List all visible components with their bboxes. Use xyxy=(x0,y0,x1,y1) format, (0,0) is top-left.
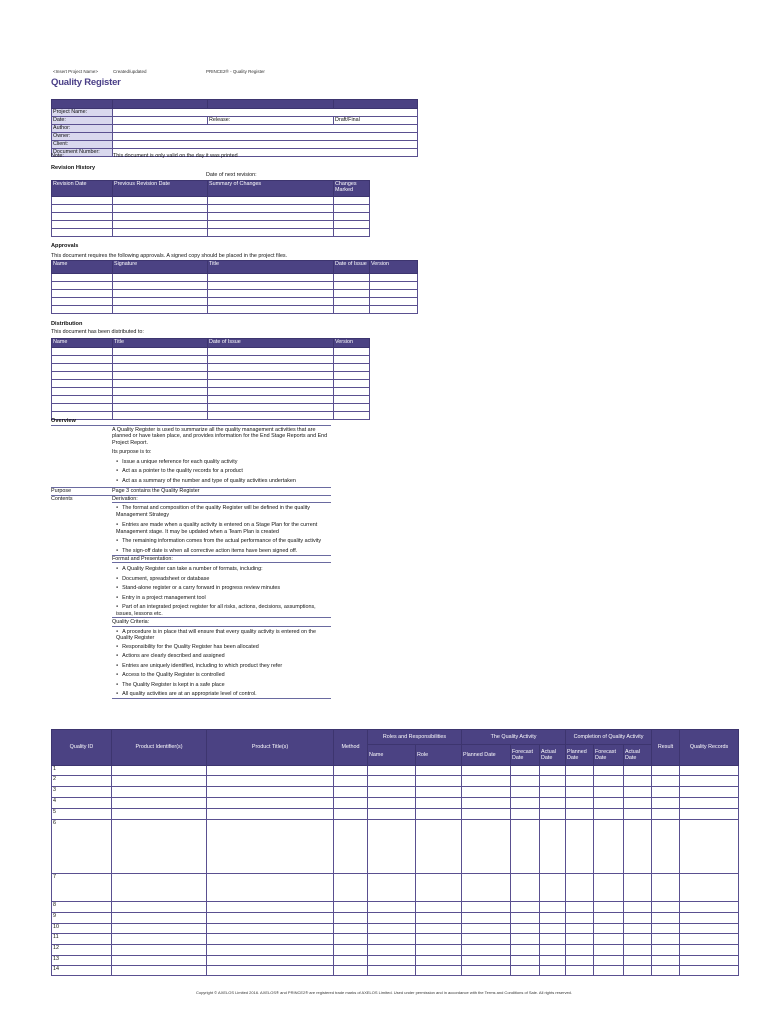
table-row xyxy=(52,956,739,966)
table-cell xyxy=(594,934,624,945)
table-cell xyxy=(680,966,739,976)
table-cell xyxy=(334,798,368,809)
copyright-footer: Copyright © AXELOS Limited 2016. AXELOS® and PRINCE2® are registered trade marks of AXELOS Limited. Used under permission and in accordance with the Terms and Conditions of Sale. All rights reserved. xyxy=(195,990,573,995)
table-cell xyxy=(680,776,739,787)
table-cell xyxy=(624,945,652,956)
table-row xyxy=(52,798,739,809)
table-cell xyxy=(540,934,566,945)
table-cell xyxy=(652,874,680,902)
table-cell xyxy=(540,766,566,776)
revision-history-table xyxy=(51,180,370,237)
derivation-item: ● The remaining information comes from the actual performance of the quality activity xyxy=(112,538,331,544)
table-cell xyxy=(462,874,511,902)
table-cell xyxy=(624,776,652,787)
created-field: Created/updated xyxy=(113,69,147,74)
table-row xyxy=(52,766,739,776)
table-cell xyxy=(207,809,334,820)
derivation-heading: Derivation: xyxy=(112,496,331,503)
row-number: 5 xyxy=(52,809,112,820)
table-cell xyxy=(652,766,680,776)
table-cell xyxy=(112,934,207,945)
purpose-item: ● Act as a summary of the number and type of quality activities undertaken xyxy=(112,478,331,484)
table-cell xyxy=(652,798,680,809)
table-cell xyxy=(511,787,540,798)
col-revision-date: Revision Date xyxy=(52,181,113,197)
table-cell xyxy=(334,874,368,902)
col-date-of-issue: Date of Issue xyxy=(334,261,370,274)
approvals-intro: This document requires the following approvals. A signed copy should be placed in the project files. xyxy=(51,253,288,259)
table-cell xyxy=(680,798,739,809)
col-quality-records: Quality Records xyxy=(680,730,739,766)
table-cell xyxy=(511,934,540,945)
table-cell xyxy=(462,966,511,976)
table-cell xyxy=(540,820,566,874)
table-cell xyxy=(368,902,416,913)
table-cell xyxy=(680,874,739,902)
table-cell xyxy=(511,956,540,966)
table-cell xyxy=(594,809,624,820)
criteria-item: ● A procedure is in place that will ensure that every quality activity is entered on the Quality Register xyxy=(112,629,331,642)
table-cell xyxy=(540,956,566,966)
table-cell xyxy=(368,956,416,966)
row-number: 1 xyxy=(52,766,112,776)
table-cell xyxy=(652,787,680,798)
row-number: 14 xyxy=(52,966,112,976)
quality-register-table xyxy=(51,729,739,976)
table-cell xyxy=(112,820,207,874)
table-cell xyxy=(511,776,540,787)
table-cell xyxy=(594,902,624,913)
table-cell xyxy=(334,913,368,924)
table-cell xyxy=(680,820,739,874)
col-method: Method xyxy=(334,730,368,766)
table-cell xyxy=(112,966,207,976)
table-cell xyxy=(652,945,680,956)
table-cell xyxy=(368,966,416,976)
table-cell xyxy=(207,787,334,798)
purpose-label: Purpose xyxy=(51,488,72,495)
table-cell xyxy=(624,934,652,945)
table-cell xyxy=(511,913,540,924)
table-cell xyxy=(368,874,416,902)
table-cell xyxy=(594,798,624,809)
table-cell xyxy=(207,874,334,902)
table-cell xyxy=(594,945,624,956)
table-cell xyxy=(566,798,594,809)
distribution-table xyxy=(51,338,370,420)
table-cell xyxy=(462,798,511,809)
table-cell xyxy=(112,902,207,913)
table-row xyxy=(52,787,739,798)
table-cell xyxy=(540,787,566,798)
table-cell xyxy=(334,934,368,945)
table-cell xyxy=(368,934,416,945)
table-cell xyxy=(624,902,652,913)
table-row xyxy=(52,913,739,924)
table-cell xyxy=(112,874,207,902)
table-cell xyxy=(334,945,368,956)
table-row xyxy=(52,966,739,976)
table-cell xyxy=(652,956,680,966)
table-cell xyxy=(624,913,652,924)
table-cell xyxy=(594,820,624,874)
table-cell xyxy=(207,902,334,913)
row-number: 4 xyxy=(52,798,112,809)
table-row xyxy=(52,902,739,913)
col-name: Name xyxy=(368,745,416,766)
table-cell xyxy=(540,902,566,913)
purpose-item: ● Issue a unique reference for each quality activity xyxy=(112,459,331,465)
col-actual-date: Actual Date xyxy=(540,745,566,766)
col-version: Version xyxy=(334,339,370,348)
criteria-item: ● All quality activities are at an appropriate level of control. xyxy=(112,691,331,698)
row-number: 6 xyxy=(52,820,112,874)
table-cell xyxy=(462,766,511,776)
document-number-label: Document Number: xyxy=(52,149,113,157)
table-cell xyxy=(112,798,207,809)
table-cell xyxy=(540,874,566,902)
table-cell xyxy=(594,874,624,902)
overview-intro: A Quality Register is used to summarize all the quality management activities that are planned or have taken place, and provides information for the End Stage Reports and End Project Report. xyxy=(112,426,328,446)
row-number: 11 xyxy=(52,934,112,945)
table-cell xyxy=(680,945,739,956)
criteria-item: ● Actions are clearly described and assigned xyxy=(112,653,331,659)
author-label: Author: xyxy=(52,125,113,133)
col-signature: Signature xyxy=(113,261,208,274)
table-cell xyxy=(368,913,416,924)
format-item: ● Part of an integrated project register for all risks, actions, decisions, assumptions, issues, lessons etc. xyxy=(112,604,331,618)
table-cell xyxy=(566,820,594,874)
table-cell xyxy=(112,956,207,966)
release-label: Release: xyxy=(208,117,334,125)
criteria-heading: Quality Criteria: xyxy=(112,619,331,626)
table-cell xyxy=(207,766,334,776)
table-cell xyxy=(416,956,462,966)
format-heading: Format and Presentation: xyxy=(112,556,331,563)
table-cell xyxy=(416,809,462,820)
table-cell xyxy=(680,934,739,945)
table-cell xyxy=(416,874,462,902)
table-cell xyxy=(207,966,334,976)
table-cell xyxy=(566,956,594,966)
table-row xyxy=(52,924,739,934)
row-number: 3 xyxy=(52,787,112,798)
col-name: Name xyxy=(52,339,113,348)
table-cell xyxy=(416,766,462,776)
document-info-table xyxy=(51,99,418,157)
table-cell xyxy=(566,787,594,798)
table-cell xyxy=(566,966,594,976)
criteria-item: ● Access to the Quality Register is controlled xyxy=(112,672,331,678)
table-cell xyxy=(112,766,207,776)
row-number: 13 xyxy=(52,956,112,966)
table-cell xyxy=(112,809,207,820)
table-cell xyxy=(652,934,680,945)
criteria-item: ● The Quality Register is kept in a safe place xyxy=(112,682,331,688)
note-label: Note: xyxy=(51,153,64,159)
table-cell xyxy=(112,913,207,924)
table-cell xyxy=(594,787,624,798)
table-cell xyxy=(680,913,739,924)
table-cell xyxy=(368,809,416,820)
table-cell xyxy=(207,913,334,924)
table-cell xyxy=(334,787,368,798)
table-cell xyxy=(368,776,416,787)
col-role: Role xyxy=(416,745,462,766)
table-cell xyxy=(680,956,739,966)
table-cell xyxy=(566,913,594,924)
table-cell xyxy=(624,766,652,776)
row-number: 12 xyxy=(52,945,112,956)
table-cell xyxy=(511,809,540,820)
table-cell xyxy=(680,902,739,913)
table-cell xyxy=(566,934,594,945)
table-cell xyxy=(652,776,680,787)
table-cell xyxy=(416,924,462,934)
table-cell xyxy=(207,956,334,966)
table-cell xyxy=(368,766,416,776)
table-cell xyxy=(652,913,680,924)
table-cell xyxy=(511,874,540,902)
table-cell xyxy=(652,924,680,934)
approvals-table xyxy=(51,260,418,314)
col-title: Title xyxy=(208,261,334,274)
table-cell xyxy=(624,956,652,966)
table-row xyxy=(52,776,739,787)
table-cell xyxy=(416,787,462,798)
table-cell xyxy=(368,820,416,874)
col-changes-marked: Changes Marked xyxy=(334,181,370,197)
table-row xyxy=(52,809,739,820)
table-cell xyxy=(624,874,652,902)
row-number: 10 xyxy=(52,924,112,934)
table-cell xyxy=(511,820,540,874)
table-cell xyxy=(112,787,207,798)
overview-heading: Overview xyxy=(51,418,76,424)
table-cell xyxy=(594,913,624,924)
table-cell xyxy=(680,766,739,776)
table-cell xyxy=(416,913,462,924)
table-cell xyxy=(652,809,680,820)
table-cell xyxy=(540,913,566,924)
table-cell xyxy=(566,924,594,934)
table-cell xyxy=(334,820,368,874)
format-item: ● Entry in a project management tool xyxy=(112,595,331,601)
table-cell xyxy=(594,966,624,976)
table-cell xyxy=(462,934,511,945)
row-number: 9 xyxy=(52,913,112,924)
table-cell xyxy=(334,776,368,787)
table-cell xyxy=(334,966,368,976)
doc-title-field: PRINCE2® - Quality Register xyxy=(206,69,265,74)
table-cell xyxy=(207,945,334,956)
format-item: ● Document, spreadsheet or database xyxy=(112,576,331,582)
table-cell xyxy=(594,766,624,776)
client-label: Client: xyxy=(52,141,113,149)
row-number: 8 xyxy=(52,902,112,913)
table-cell xyxy=(540,798,566,809)
table-cell xyxy=(652,966,680,976)
table-cell xyxy=(540,945,566,956)
distribution-intro: This document has been distributed to: xyxy=(51,329,144,335)
table-cell xyxy=(540,776,566,787)
overview-section xyxy=(51,418,331,699)
table-cell xyxy=(511,966,540,976)
table-cell xyxy=(462,787,511,798)
group-quality-activity: The Quality Activity xyxy=(462,730,566,745)
table-cell xyxy=(462,913,511,924)
table-cell xyxy=(462,809,511,820)
col-title: Title xyxy=(113,339,208,348)
table-cell xyxy=(112,945,207,956)
table-cell xyxy=(566,874,594,902)
table-cell xyxy=(416,934,462,945)
table-cell xyxy=(462,956,511,966)
table-cell xyxy=(368,798,416,809)
derivation-item: ● Entries are made when a quality activity is entered on a Stage Plan for the current Management stage. It may be updated when a Team Plan is created xyxy=(112,522,331,535)
table-cell xyxy=(462,924,511,934)
group-roles-responsibilities: Roles and Responsibilities xyxy=(368,730,462,745)
table-cell xyxy=(334,809,368,820)
col-completion-actual-date: Actual Date xyxy=(624,745,652,766)
derivation-item: ● The sign-off date is when all corrective action items have been signed off. xyxy=(112,548,331,555)
table-cell xyxy=(566,902,594,913)
col-previous-revision-date: Previous Revision Date xyxy=(113,181,208,197)
table-cell xyxy=(511,902,540,913)
criteria-item: ● Entries are uniquely identified, including to which product they refer xyxy=(112,663,331,669)
format-item: ● A Quality Register can take a number of formats, including: xyxy=(112,566,331,572)
derivation-item: ● The format and composition of the quality Register will be defined in the quality Management Strategy xyxy=(112,505,331,518)
table-cell xyxy=(207,776,334,787)
table-row xyxy=(52,934,739,945)
table-cell xyxy=(416,945,462,956)
table-cell xyxy=(540,809,566,820)
table-row xyxy=(52,874,739,902)
table-cell xyxy=(368,945,416,956)
table-cell xyxy=(416,798,462,809)
next-revision-label: Date of next revision: xyxy=(206,172,257,178)
table-cell xyxy=(511,766,540,776)
table-cell xyxy=(566,766,594,776)
project-name-label: Project Name: xyxy=(52,109,113,117)
table-cell xyxy=(624,924,652,934)
purpose-text: Page 3 contains the Quality Register xyxy=(112,488,200,495)
table-cell xyxy=(334,924,368,934)
col-product-identifier: Product Identifier(s) xyxy=(112,730,207,766)
col-completion-planned-date: Planned Date xyxy=(566,745,594,766)
col-summary-of-changes: Summary of Changes xyxy=(208,181,334,197)
col-version: Version xyxy=(370,261,418,274)
date-label: Date: xyxy=(52,117,113,125)
col-planned-date: Planned Date xyxy=(462,745,511,766)
table-cell xyxy=(680,809,739,820)
group-completion: Completion of Quality Activity xyxy=(566,730,652,745)
col-forecast-date: Forecast Date xyxy=(511,745,540,766)
table-cell xyxy=(594,924,624,934)
table-cell xyxy=(680,924,739,934)
table-cell xyxy=(540,966,566,976)
table-cell xyxy=(368,787,416,798)
page-title: Quality Register xyxy=(51,77,121,88)
purpose-intro: Its purpose is to: xyxy=(112,449,152,456)
table-cell xyxy=(207,924,334,934)
table-cell xyxy=(462,820,511,874)
table-cell xyxy=(112,924,207,934)
table-cell xyxy=(680,787,739,798)
table-cell xyxy=(112,776,207,787)
table-cell xyxy=(624,809,652,820)
table-cell xyxy=(594,776,624,787)
table-cell xyxy=(566,809,594,820)
col-completion-forecast-date: Forecast Date xyxy=(594,745,624,766)
contents-label: Contents xyxy=(51,495,73,502)
criteria-item: ● Responsibility for the Quality Register has been allocated xyxy=(112,644,331,650)
table-cell xyxy=(540,924,566,934)
table-cell xyxy=(334,902,368,913)
table-cell xyxy=(416,902,462,913)
table-cell xyxy=(624,798,652,809)
table-cell xyxy=(416,776,462,787)
release-value: Draft/Final xyxy=(334,117,418,125)
table-cell xyxy=(462,945,511,956)
table-row xyxy=(52,820,739,874)
table-cell xyxy=(624,787,652,798)
approvals-heading: Approvals xyxy=(51,243,79,249)
table-cell xyxy=(462,776,511,787)
table-cell xyxy=(511,798,540,809)
table-cell xyxy=(594,956,624,966)
table-cell xyxy=(566,945,594,956)
table-cell xyxy=(566,776,594,787)
table-cell xyxy=(334,956,368,966)
col-result: Result xyxy=(652,730,680,766)
col-date-of-issue: Date of Issue xyxy=(208,339,334,348)
col-name: Name xyxy=(52,261,113,274)
col-quality-id: Quality ID xyxy=(52,730,112,766)
table-cell xyxy=(416,966,462,976)
row-number: 7 xyxy=(52,874,112,902)
table-cell xyxy=(462,902,511,913)
table-cell xyxy=(511,945,540,956)
col-product-title: Product Title(s) xyxy=(207,730,334,766)
owner-label: Owner: xyxy=(52,133,113,141)
table-cell xyxy=(652,902,680,913)
table-cell xyxy=(624,966,652,976)
distribution-heading: Distribution xyxy=(51,321,83,327)
table-cell xyxy=(511,924,540,934)
table-cell xyxy=(652,820,680,874)
row-number: 2 xyxy=(52,776,112,787)
table-cell xyxy=(624,820,652,874)
table-cell xyxy=(334,766,368,776)
table-cell xyxy=(207,934,334,945)
project-name-field: <Insert Project Name> xyxy=(53,69,99,74)
purpose-item: ● Act as a pointer to the quality records for a product xyxy=(112,468,331,474)
table-cell xyxy=(207,820,334,874)
table-row xyxy=(52,945,739,956)
table-cell xyxy=(416,820,462,874)
revision-history-heading: Revision History xyxy=(51,165,96,171)
format-item: ● Stand-alone register or a carry forward in progress review minutes xyxy=(112,585,331,591)
table-cell xyxy=(207,798,334,809)
table-cell xyxy=(368,924,416,934)
note-value: This document is only valid on the day it was printed xyxy=(113,153,238,159)
